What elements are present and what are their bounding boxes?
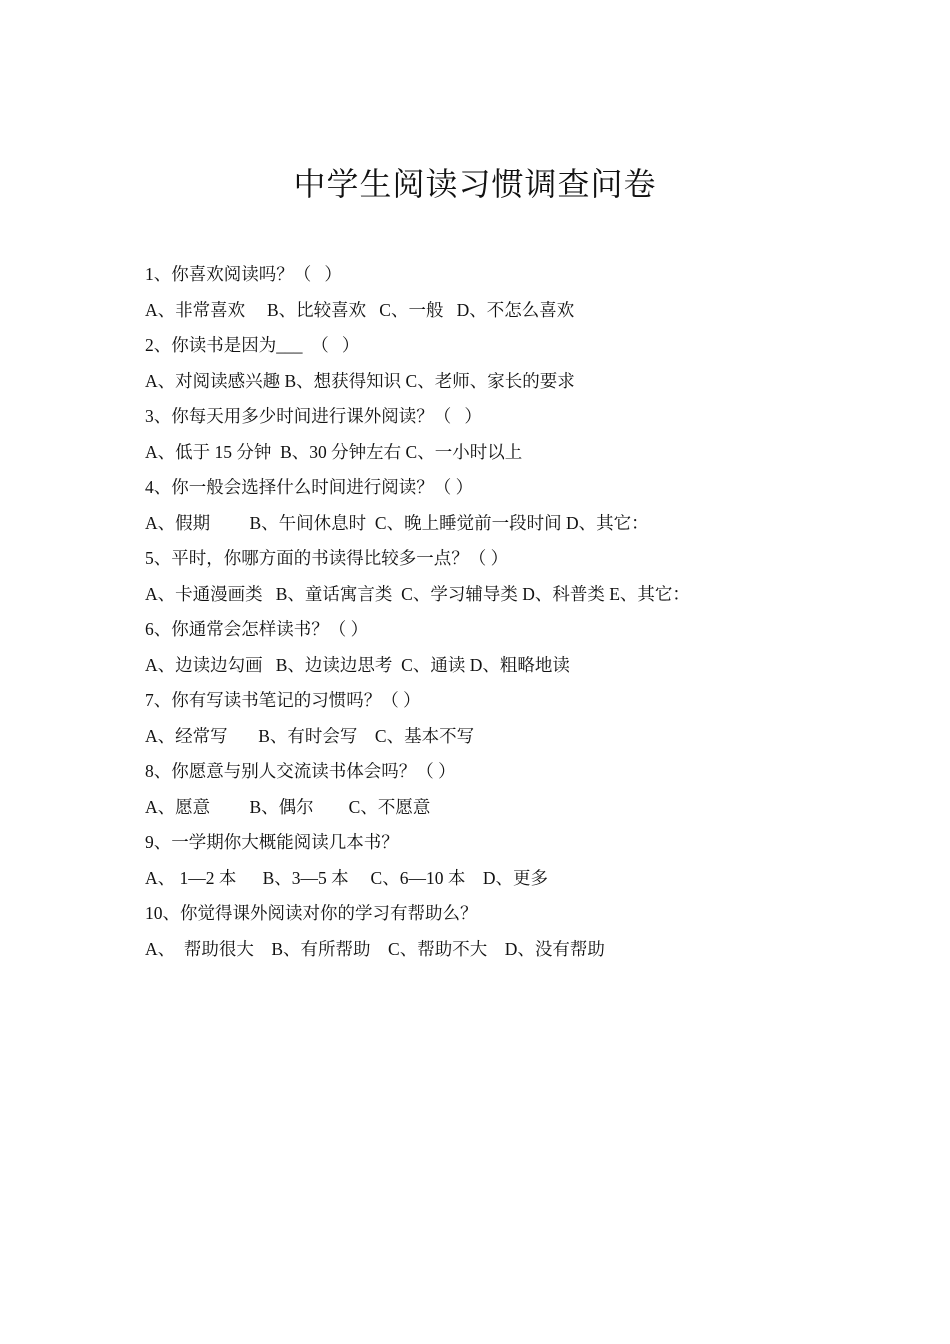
question-8: 8、你愿意与别人交流读书体会吗？（ ） <box>145 761 456 781</box>
question-4-options: A、假期 B、午间休息时 C、晚上睡觉前一段时间 D、其它： <box>145 512 649 533</box>
question-7: 7、你有写读书笔记的习惯吗？（ ） <box>145 690 421 710</box>
question-10: 10、你觉得课外阅读对你的学习有帮助么？ <box>145 903 478 923</box>
question-9-options: A、 1—2 本 B、3—5 本 C、6—10 本 D、更多 <box>145 867 548 888</box>
question-8-options: A、愿意 B、偶尔 C、不愿意 <box>145 796 431 817</box>
question-5-options: A、卡通漫画类 B、童话寓言类 C、学习辅导类 D、科普类 E、其它： <box>145 583 690 604</box>
question-3-options: A、低于 15 分钟 B、30 分钟左右 C、一小时以上 <box>145 441 523 462</box>
question-1-options: A、非常喜欢 B、比较喜欢 C、一般 D、不怎么喜欢 <box>145 299 575 320</box>
question-7-options: A、经常写 B、有时会写 C、基本不写 <box>145 725 475 746</box>
questionnaire-body <box>145 257 845 967</box>
question-1: 1、你喜欢阅读吗？（ ） <box>145 264 342 284</box>
question-2: 2、你读书是因为___ （ ） <box>145 335 360 355</box>
question-2-options: A、对阅读感兴趣 B、想获得知识 C、老师、家长的要求 <box>145 370 575 391</box>
question-10-options: A、 帮助很大 B、有所帮助 C、帮助不大 D、没有帮助 <box>145 938 605 959</box>
question-4: 4、你一般会选择什么时间进行阅读？（ ） <box>145 477 474 497</box>
question-6-options: A、边读边勾画 B、边读边思考 C、通读 D、粗略地读 <box>145 654 570 675</box>
question-6: 6、你通常会怎样读书？（ ） <box>145 619 369 639</box>
question-3: 3、你每天用多少时间进行课外阅读？（ ） <box>145 406 482 426</box>
document-title: 中学生阅读习惯调查问卷 <box>293 165 657 203</box>
question-9: 9、一学期你大概能阅读几本书？ <box>145 832 399 852</box>
question-5: 5、平时，你哪方面的书读得比较多一点？（ ） <box>145 548 509 568</box>
